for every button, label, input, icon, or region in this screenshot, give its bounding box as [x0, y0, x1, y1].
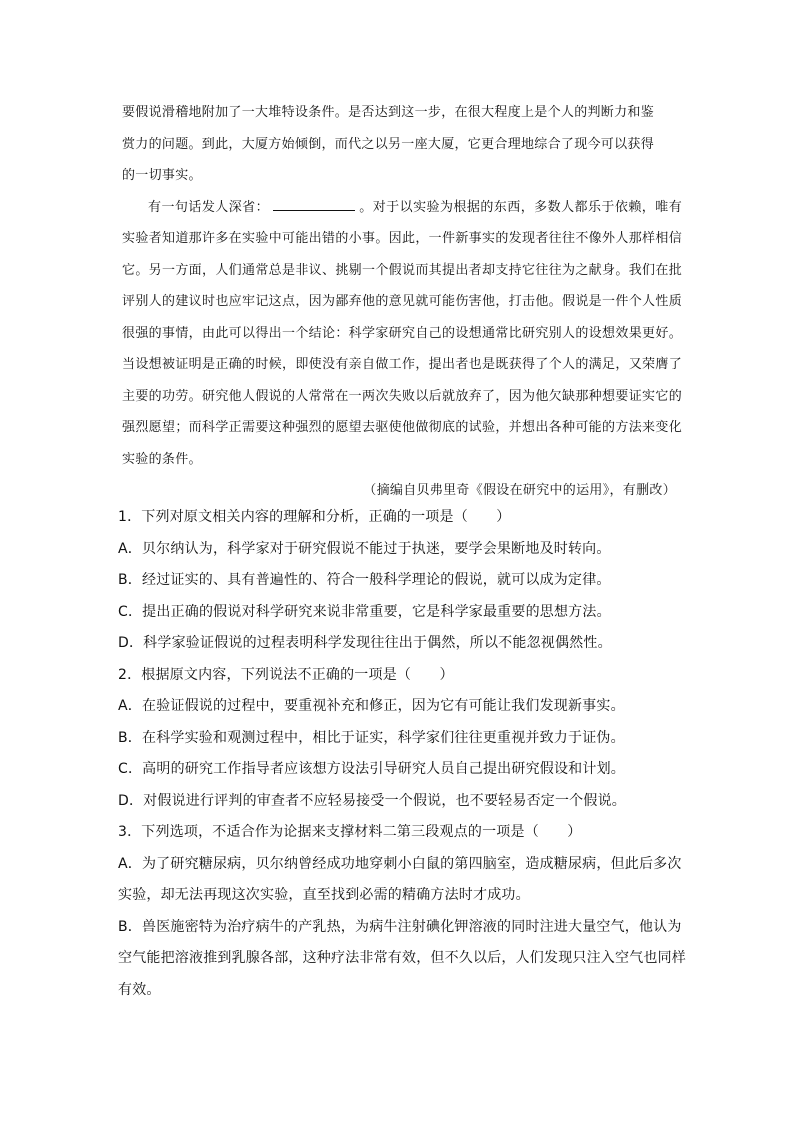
- option-d: D．科学家验证假说的过程表明科学发现往往出于偶然，所以不能忽视偶然性。: [118, 635, 612, 651]
- reading-passage: [122, 97, 682, 507]
- passage-line: 要假说滑稽地附加了一大堆特设条件。是否达到这一步，在很大程度上是个人的判断力和鉴: [122, 105, 655, 120]
- option-a: A．贝尔纳认为，科学家对于研究假说不能过于执迷，要学会果断地及时转向。: [118, 540, 611, 557]
- question-1: [118, 502, 686, 660]
- passage-text: 。对于以实验为根据的东西，多数人都乐于依赖，唯有实验者知道那许多在实验中可能出错的小事。因此，一件新事实的发现者往往不像外人那样相信它。另一方面，人们通常总是非议、挑剔一个假说而其提出者却支持它往往为之献身。我们在批评别人的建议时也应牢记这点，因为鄙弃他的意见就可能伤害他，打击他。假说是一件个人性质很强的事情，由此可以得出一个结论：科学家研究自己的设想通常比研究别人的设想效果更好。当设想被证明是正确的时候，即使没有亲自做工作，提出者也是既获得了个人的满足，又荣膺了主要的功劳。研究他人假说的人常常在一两次失败以后就放弃了，因为他欠缺那种想要证实它的强烈愿望；而科学正需要这种强烈的愿望去驱使他做彻底的试验，并想出各种可能的方法来变化实验的条件。: [122, 199, 682, 467]
- passage-paragraph: [122, 192, 682, 476]
- question-section: [118, 502, 686, 1006]
- option-a: A．为了研究糖尿病，贝尔纳曾经成功地穿刺小白鼠的第四脑室，造成糖尿病，但此后多次实验，却无法再现这次实验，直至找到必需的精确方法时才成功。: [118, 855, 682, 903]
- option-c: C．高明的研究工作指导者应该想方设法引导研究人员自己提出研究假设和计划。: [118, 761, 625, 777]
- passage-line: 赏力的问题。到此，大厦方始倾倒，而代之以另一座大厦，它更合理地综合了现今可以获得: [122, 136, 655, 152]
- option-c: C．提出正确的假说对科学研究来说非常重要，它是科学家最重要的思想方法。: [118, 603, 611, 620]
- passage-text: 有一句话发人深省：: [148, 199, 270, 215]
- question-stem: 1．下列对原文相关内容的理解和分析，正确的一项是（ ）: [118, 509, 511, 525]
- option-a: A．在验证假说的过程中，要重视补充和修正，因为它有可能让我们发现新事实。: [118, 698, 625, 714]
- option-b: B．兽医施密特为治疗病牛的产乳热，为病牛注射碘化钾溶液的同时注进大量空气，他认为空气能把溶液推到乳腺各部，这种疗法非常有效，但不久以后，人们发现只注入空气也同样有效。: [118, 918, 686, 998]
- source-citation: （摘编自贝弗里奇《假设在研究中的运用》，有删改）: [363, 483, 676, 498]
- question-stem: 3．下列选项，不适合作为论据来支撑材料二第三段观点的一项是（ ）: [118, 824, 582, 840]
- fill-in-blank: [273, 196, 355, 211]
- option-b: B．经过证实的、具有普遍性的、符合一般科学理论的假说，就可以成为定律。: [118, 572, 611, 588]
- question-stem: 2．根据原文内容，下列说法不正确的一项是（ ）: [118, 666, 454, 683]
- passage-paragraph: [122, 97, 682, 192]
- option-b: B．在科学实验和观测过程中，相比于证实，科学家们往往更重视并致力于证伪。: [118, 729, 625, 746]
- question-2: [118, 660, 686, 818]
- question-3: [118, 817, 686, 1006]
- option-d: D．对假说进行评判的审查者不应轻易接受一个假说，也不要轻易否定一个假说。: [118, 792, 626, 809]
- passage-line: 的一切事实。: [122, 168, 202, 183]
